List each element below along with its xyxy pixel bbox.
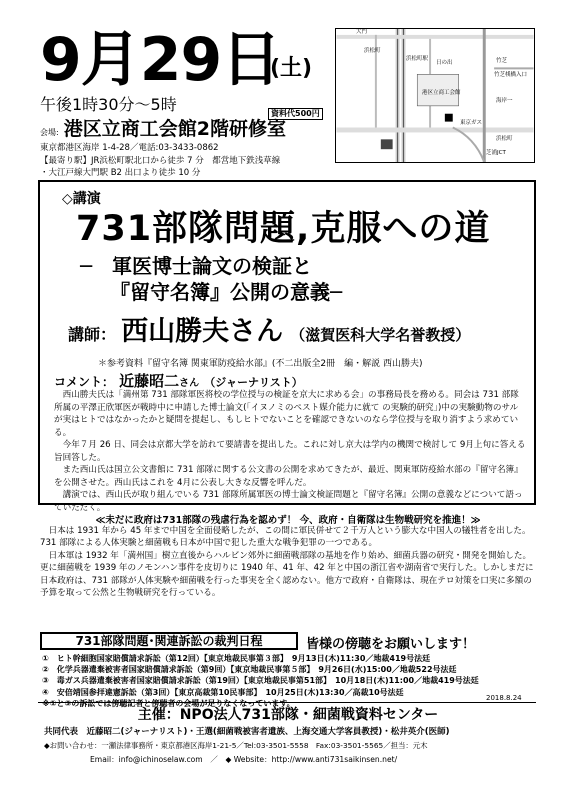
address-line: 東京都港区海岸 1-4-28／電話:03-3433-0862 bbox=[40, 143, 219, 153]
trial-list bbox=[42, 653, 536, 709]
lecturer bbox=[68, 318, 470, 345]
trial-schedule-title: 731部隊問題･関連訴訟の裁判日程 bbox=[40, 632, 298, 650]
lecturer-affiliation: （滋賀医科大学名誉教授） bbox=[290, 326, 471, 344]
venue-label: 会場: bbox=[40, 128, 59, 137]
venue-address bbox=[40, 142, 280, 180]
lecture-subtitle-1: ─ 軍医博士論文の検証と bbox=[80, 254, 313, 278]
lecture-title: 731部隊問題,克服への道 bbox=[76, 209, 491, 249]
map-label: 東京ガス bbox=[460, 120, 483, 126]
map-label: 浜松町 bbox=[364, 48, 381, 54]
contact-address: ◆お問い合わせ：一瀬法律事務所・東京都港区海岸1-21-5／Tel:03-3501-5558 Fax:03-3501-5565／担当：元木 bbox=[44, 741, 428, 750]
warning-heading: ≪未だに政府は731部隊の残虐行為を認めず！ 今、政府・自衛隊は生物戦研究を推進！≫ bbox=[95, 515, 481, 526]
lecturer-label: 講師： bbox=[68, 325, 117, 344]
print-date: 2018.8.24 bbox=[486, 694, 522, 702]
co-representatives: 共同代表 近藤昭二(ジャーナリスト)・王選(細菌戦被害者遺族、上海交通大学客員教授)・松井英介(医師) bbox=[44, 727, 450, 737]
trial-note: ※①と③の訴訟では傍聴記者と傍聴者の会場が足りなくなっています。 bbox=[42, 698, 295, 708]
comment-body bbox=[54, 389, 526, 514]
map-label: 港区立商工会館 bbox=[422, 90, 461, 96]
trial-item: ② 化学兵器遺棄被害者国家賠償請求訴訟（第9回）【東京地裁民事第５部】 9月26日(水)15:00／地裁522号法廷 bbox=[42, 665, 457, 675]
commentator-honorific: さん bbox=[179, 378, 200, 389]
event-weekday: (土) bbox=[270, 56, 313, 81]
organizer: 主催：NPO法人731部隊・細菌戦資料センター bbox=[137, 707, 439, 723]
lecturer-name: 西山勝夫さん bbox=[121, 316, 284, 347]
background-text bbox=[40, 525, 536, 599]
venue bbox=[40, 114, 286, 141]
commentator-name: 近藤昭二 bbox=[119, 372, 180, 390]
comment-paragraph: 今年７月 26 日、同会は京都大学を訪れて要請書を提出した。これに対し京大は学内の機関で検討して 9月上旬に答える旨回答した。 bbox=[54, 440, 526, 463]
commentator bbox=[54, 373, 303, 389]
map-label: 芝浦JCT bbox=[486, 150, 506, 156]
map-label: 浜松町 bbox=[496, 136, 513, 142]
contact-web: Email：info@ichinoselaw.com ／ ◆ Website：http://www.anti731saikinsen.net/ bbox=[90, 755, 398, 764]
fee-badge: 資料代500円 bbox=[268, 108, 323, 120]
lecture-section bbox=[38, 180, 536, 513]
trial-item: ④ 安倍靖国参拝違憲訴訟（第3回）【東京高裁第10民事部】 10月25日(木)13:30／高裁10号法廷 bbox=[42, 687, 404, 697]
map-label: 浜松町駅 bbox=[406, 56, 429, 62]
comment-paragraph: 西山勝夫氏は「満州第 731 部隊軍医将校の学位授与の検証を京大に求める会」の事務局長を務める。同会は 731 部隊所属の平澤正欣軍医が戦時中に申請した博士論文(「イヌノミのペスト媒介能力に就て の実験的研究」)中の実験動物のサルが実はヒトではなかったかと疑問を提起し、もしヒトでないことを確認できないのなら学位授与を取り消すよう求めている。 bbox=[54, 390, 519, 438]
map-label: 海岸一 bbox=[496, 98, 513, 104]
attendance-request: 皆様の傍聴をお願いします！ bbox=[306, 637, 476, 652]
body-paragraph: 日本軍は 1932 年「満州国」樹立直後からハルビン郊外に細菌戦部隊の基地を作り始め、細菌兵器の研究・開発を開始した。更に細菌戦を 1939 年のノモンハン事件を皮切りに 1940 年、41 年、42 年と中国の浙江省や湖南省で実行した。しかしまだに日本政府は、731 部隊が人体実験や細菌戦を行った事実を全く認めない。他方で政府・自衛隊は、現在テロ対策を口実に多額の予算を取って公然と生物戦研究を行っている。 bbox=[40, 550, 534, 599]
comment-paragraph: 講演では、西山氏が取り組んでいる 731 部隊所属軍医の博士論文検証問題と『留守名簿』公開の意義などについて語っていただく。 bbox=[54, 490, 523, 513]
reference-note: ＊参考資料『留守名簿 関東軍防疫給水部』(不二出版全2冊 編・解説 西山勝夫) bbox=[98, 359, 423, 369]
lecture-tag: ◇講演 bbox=[62, 191, 101, 207]
map-label: 大門 bbox=[356, 29, 368, 35]
comment-label: コメント： bbox=[54, 375, 115, 389]
trial-item: ③ 毒ガス兵器遺棄被害者国家賠償請求訴訟（第19回）【東京地裁民事第51部】 10月18日(木)11:00／地裁419号法廷 bbox=[42, 676, 479, 686]
lecture-subtitle-2: 『留守名簿』公開の意義─ bbox=[110, 280, 343, 304]
map-label: 日の出 bbox=[436, 60, 453, 66]
divider bbox=[38, 702, 536, 703]
map-label: 竹芝桟橋入口 bbox=[494, 72, 528, 78]
commentator-affiliation: （ジャーナリスト） bbox=[204, 376, 303, 389]
event-time: 午後1時30分～5時 bbox=[40, 95, 177, 114]
venue-name: 港区立商工会館2階研修室 bbox=[63, 118, 287, 140]
trial-item: ① ヒト幹細胞国家賠償請求訴訟（第12回）【東京地裁民事第３部】 9月13日(木)11:30／地裁419号法廷 bbox=[42, 654, 431, 663]
map-label: 竹芝 bbox=[496, 58, 508, 64]
address-line: 【最寄り駅】JR浜松町駅北口から徒歩 7 分 都営地下鉄浅草線 bbox=[40, 155, 281, 166]
event-date: 9月29日 bbox=[40, 25, 281, 95]
comment-paragraph: また西山氏は国立公文書館に 731 部隊に関する公文書の公開を求めてきたが、最近、関東軍防疫給水部の『留守名簿』を公開させた。西山氏はこれを 4月に公表し大きな反響を呼んだ。 bbox=[54, 465, 523, 488]
body-paragraph: 日本は 1931 年から 45 年まで中国を全面侵略したが、この間に軍民併せて２千万人という膨大な中国人の犠牲者を出した。731 部隊による人体実験と細菌戦も日本が中国で犯した重大な戦争犯罪の一つである。 bbox=[40, 526, 531, 549]
address-line: ・大江戸線大門駅 B2 出口より徒歩 10 分 bbox=[40, 168, 201, 178]
venue-map bbox=[335, 28, 535, 163]
